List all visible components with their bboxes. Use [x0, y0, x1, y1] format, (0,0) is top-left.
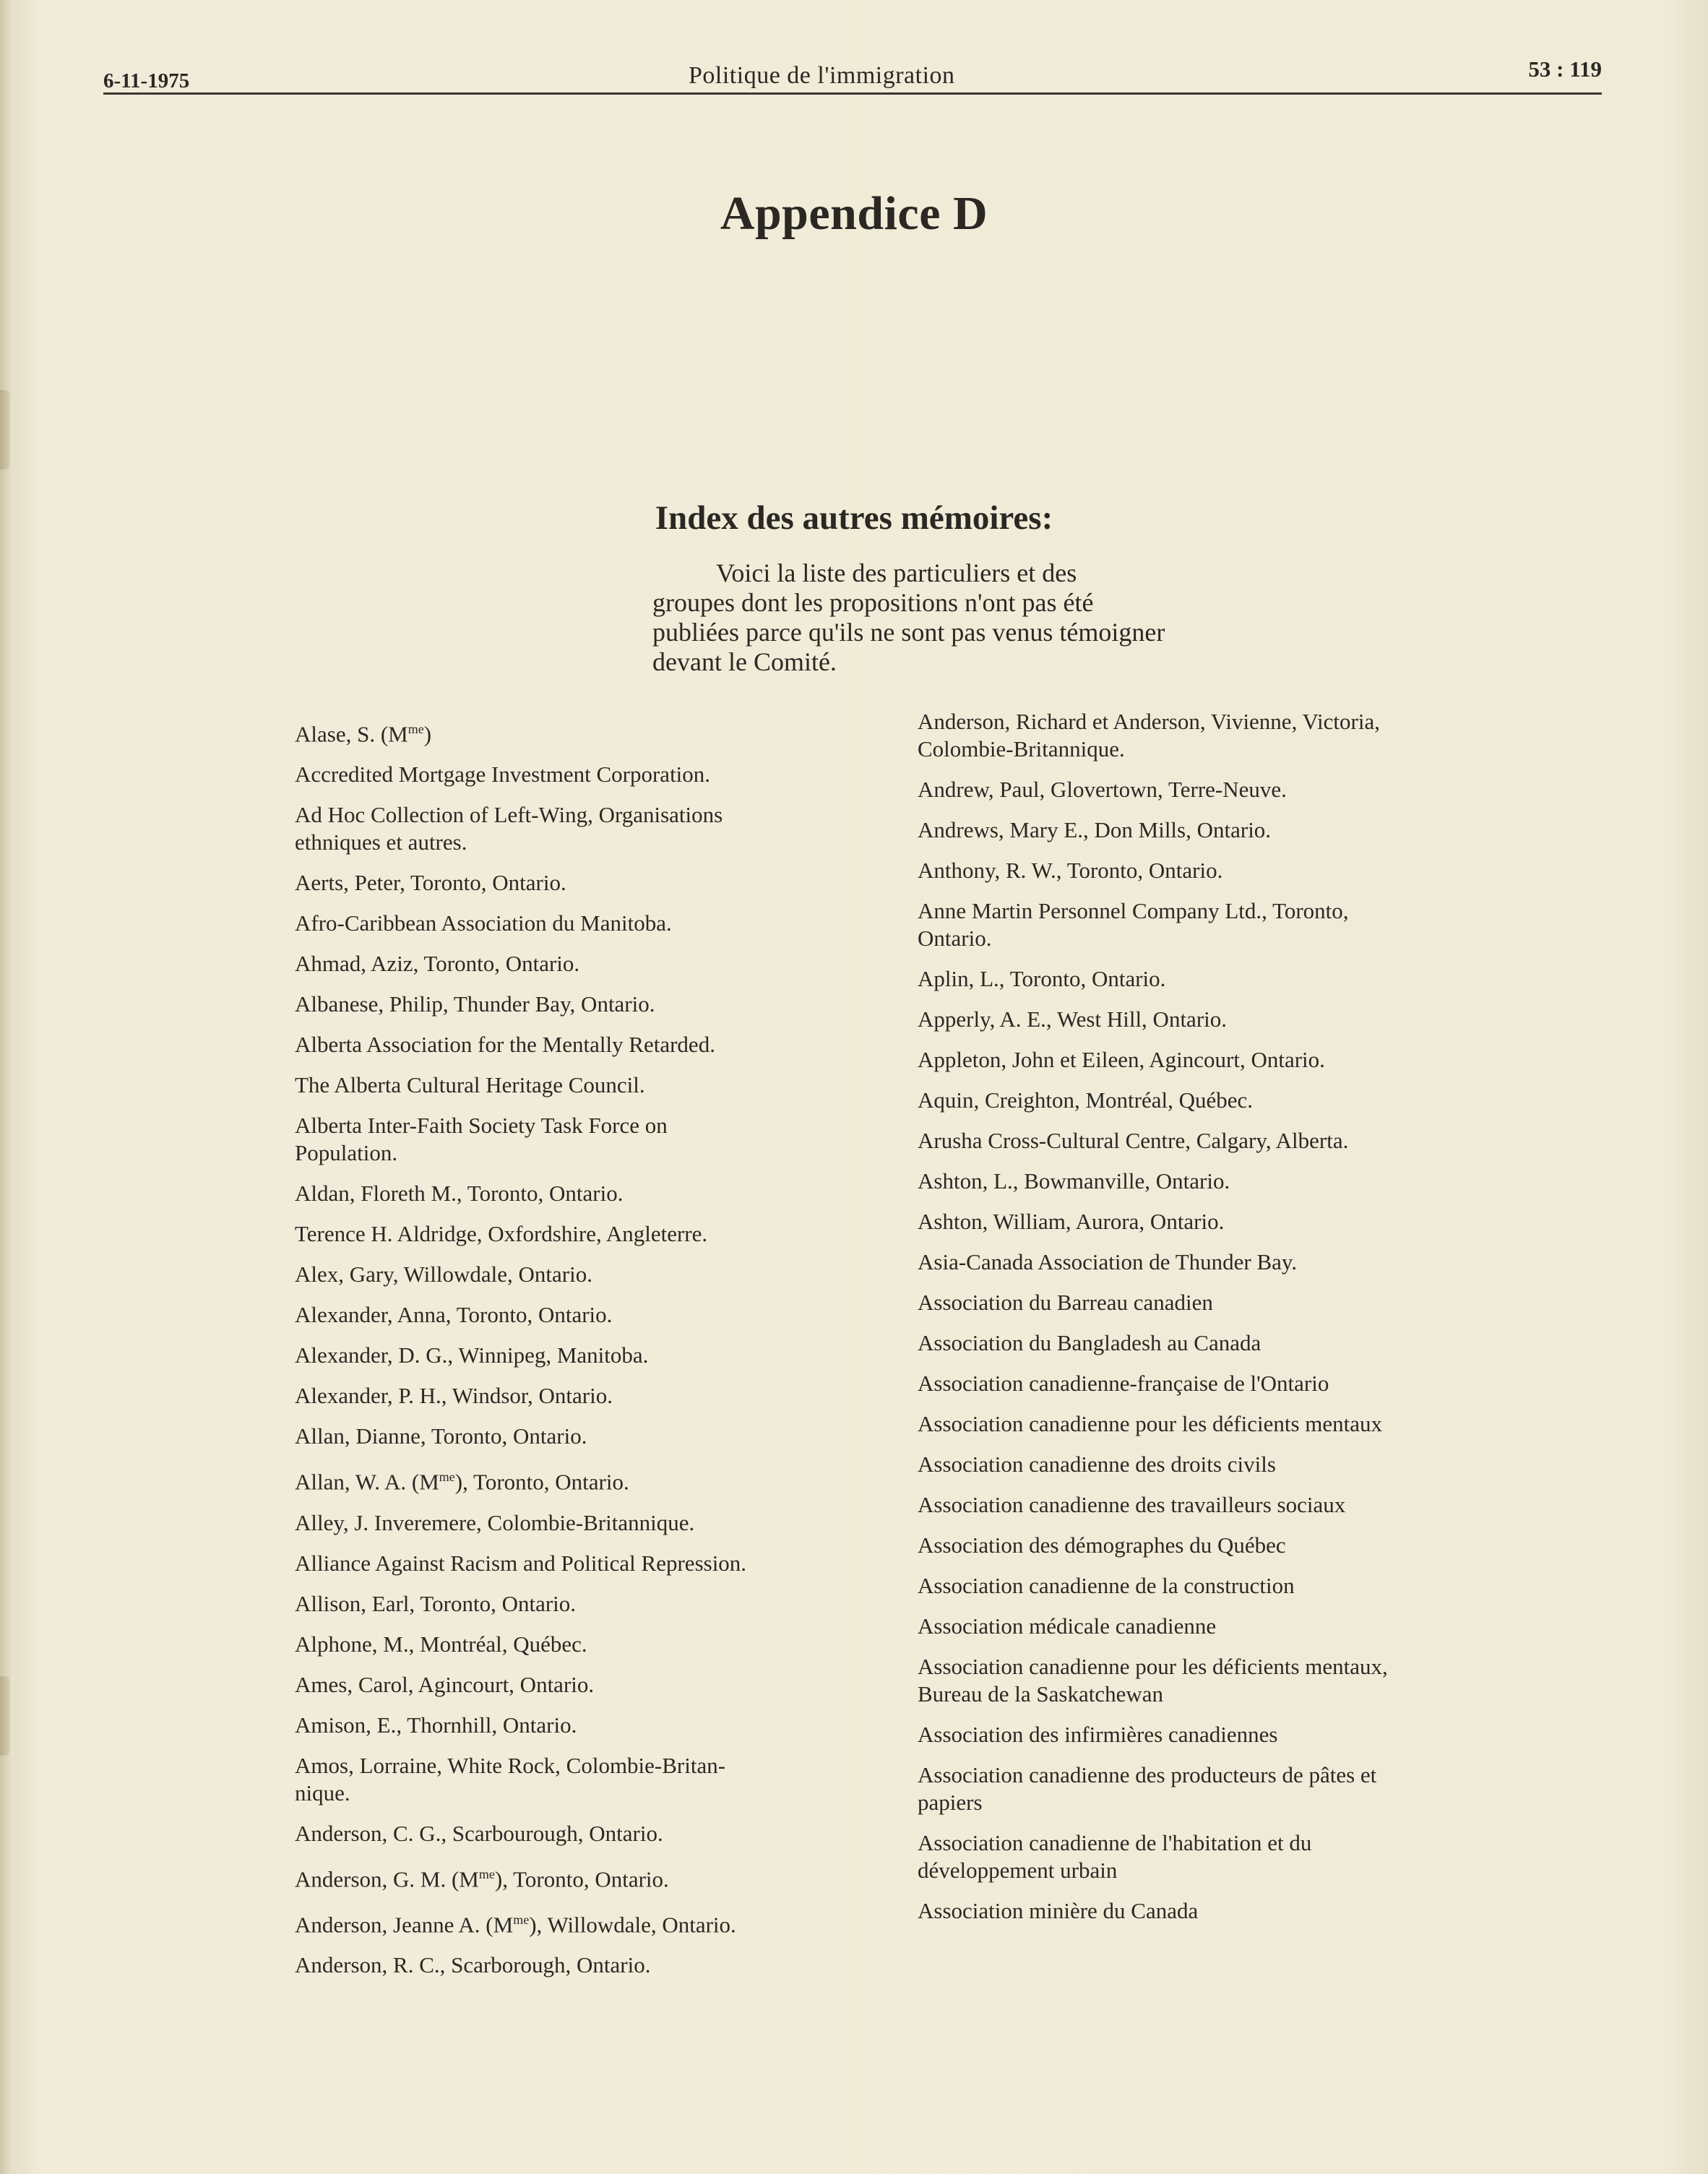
- entry-text: Ahmad, Aziz, Toronto, Ontario.: [295, 951, 580, 977]
- intro-line: devant le Comité.: [652, 647, 837, 676]
- entry-text: Aplin, L., Toronto, Ontario.: [918, 966, 1166, 991]
- index-entry: [918, 1897, 1568, 1925]
- entry-text: Aerts, Peter, Toronto, Ontario.: [295, 870, 566, 896]
- index-entry: [295, 1752, 945, 1807]
- intro-line: Voici la liste des particuliers et des: [716, 558, 1077, 587]
- entry-text: Alexander, P. H., Windsor, Ontario.: [295, 1383, 613, 1409]
- index-entry: [295, 1590, 945, 1618]
- header-date: 6-11-1975: [103, 69, 190, 92]
- index-entry: [295, 761, 945, 788]
- index-entry: [918, 1613, 1568, 1640]
- entry-text: Appleton, John et Eileen, Agincourt, Ontario.: [918, 1047, 1325, 1072]
- index-entry: [295, 1342, 945, 1369]
- entry-text: Andrew, Paul, Glovertown, Terre-Neuve.: [918, 777, 1287, 802]
- entry-text: ), Toronto, Ontario.: [454, 1469, 629, 1495]
- intro-line: publiées parce qu'ils ne sont pas venus témoigner: [652, 618, 1165, 647]
- entry-text: Alphone, M., Montréal, Québec.: [295, 1631, 587, 1657]
- header-page-number: 53 : 119: [1528, 56, 1602, 82]
- entry-text: Amos, Lorraine, White Rock, Colombie-Britan-: [295, 1752, 726, 1778]
- index-entry: [918, 857, 1568, 884]
- entry-text: Bureau de la Saskatchewan: [918, 1681, 1164, 1707]
- index-entry: [295, 991, 945, 1018]
- index-entry: [918, 816, 1568, 844]
- index-entry: [918, 1761, 1568, 1816]
- entry-text: Association canadienne des travailleurs sociaux: [918, 1492, 1346, 1517]
- entry-text: Alase, S. (M: [295, 721, 408, 747]
- intro-line: groupes dont les propositions n'ont pas été: [652, 588, 1094, 617]
- left-column: [295, 715, 945, 1992]
- index-entry: [295, 1631, 945, 1658]
- entry-text: Alley, J. Inveremere, Colombie-Britannique.: [295, 1509, 695, 1535]
- index-entry: [295, 1860, 945, 1893]
- entry-text: Allan, W. A. (M: [295, 1469, 439, 1495]
- index-entry: [295, 869, 945, 897]
- index-entry: [295, 1712, 945, 1739]
- index-entry: [918, 965, 1568, 993]
- index-entry: [295, 910, 945, 937]
- entry-text: Association des infirmières canadiennes: [918, 1722, 1278, 1747]
- entry-text: Afro-Caribbean Association du Manitoba.: [295, 910, 672, 936]
- entry-text: Asia-Canada Association de Thunder Bay.: [918, 1249, 1298, 1274]
- entry-text: ): [423, 721, 432, 747]
- entry-text: Ad Hoc Collection of Left-Wing, Organisations: [295, 802, 723, 828]
- entry-text: Association canadienne-française de l'Ontario: [918, 1371, 1329, 1396]
- entry-text: Population.: [295, 1140, 398, 1166]
- index-entry: [295, 1031, 945, 1058]
- index-entry: [918, 1087, 1568, 1114]
- entry-superscript: me: [439, 1470, 455, 1485]
- index-entry: [918, 1046, 1568, 1074]
- right-column: [918, 708, 1568, 1938]
- entry-text: Anderson, Jeanne A. (M: [295, 1912, 514, 1938]
- index-entry: [918, 1451, 1568, 1478]
- index-entry: [918, 1006, 1568, 1033]
- entry-text: papiers: [918, 1790, 983, 1815]
- entry-text: Apperly, A. E., West Hill, Ontario.: [918, 1006, 1228, 1032]
- index-entry: [918, 1572, 1568, 1600]
- entry-text: Anthony, R. W., Toronto, Ontario.: [918, 858, 1223, 883]
- entry-text: Anderson, R. C., Scarborough, Ontario.: [295, 1952, 651, 1978]
- entry-text: ethniques et autres.: [295, 829, 467, 855]
- index-entry: [295, 1951, 945, 1979]
- entry-text: Alliance Against Racism and Political Repression.: [295, 1550, 747, 1576]
- index-entry: [918, 897, 1568, 952]
- entry-text: Association médicale canadienne: [918, 1613, 1217, 1639]
- index-entry: [918, 1289, 1568, 1316]
- index-entry: [295, 1423, 945, 1450]
- index-entry: [295, 1463, 945, 1496]
- entry-text: Accredited Mortgage Investment Corporation.: [295, 762, 711, 788]
- index-entry: [295, 1550, 945, 1577]
- entry-superscript: me: [407, 722, 424, 736]
- entry-text: Albanese, Philip, Thunder Bay, Ontario.: [295, 991, 655, 1017]
- entry-text: Alexander, Anna, Toronto, Ontario.: [295, 1302, 613, 1328]
- entry-text: Association canadienne des droits civils: [918, 1452, 1276, 1477]
- entry-text: Association du Barreau canadien: [918, 1290, 1213, 1315]
- entry-text: Amison, E., Thornhill, Ontario.: [295, 1712, 577, 1738]
- entry-text: Allison, Earl, Toronto, Ontario.: [295, 1590, 577, 1616]
- entry-text: ), Willowdale, Ontario.: [529, 1912, 736, 1938]
- index-entry: [918, 1532, 1568, 1559]
- entry-text: Alberta Inter-Faith Society Task Force on: [295, 1113, 668, 1139]
- entry-text: Anderson, G. M. (M: [295, 1865, 479, 1892]
- entry-text: Aquin, Creighton, Montréal, Québec.: [918, 1087, 1254, 1113]
- index-entry: [295, 1071, 945, 1099]
- entry-text: Anne Martin Personnel Company Ltd., Toronto,: [918, 898, 1349, 923]
- index-entry: [295, 715, 945, 748]
- entry-text: Andrews, Mary E., Don Mills, Ontario.: [918, 817, 1272, 842]
- index-entry: [918, 1370, 1568, 1397]
- index-entry: [295, 950, 945, 978]
- index-entry: [918, 776, 1568, 803]
- entry-text: The Alberta Cultural Heritage Council.: [295, 1072, 645, 1098]
- entry-text: nique.: [295, 1780, 350, 1806]
- entry-text: Association canadienne pour les déficients mentaux: [918, 1411, 1383, 1436]
- header-title: Politique de l'immigration: [689, 62, 955, 89]
- entry-text: Association canadienne des producteurs de pâtes et: [918, 1762, 1377, 1787]
- entry-superscript: me: [478, 1866, 495, 1881]
- entry-text: Terence H. Aldridge, Oxfordshire, Angleterre.: [295, 1221, 708, 1247]
- entry-text: Association canadienne de la construction: [918, 1573, 1295, 1598]
- entry-text: Association des démographes du Québec: [918, 1532, 1286, 1558]
- entry-text: Association canadienne pour les déficients mentaux,: [918, 1654, 1388, 1679]
- index-entry: [918, 1410, 1568, 1438]
- index-entry: [918, 1248, 1568, 1276]
- entry-text: Association du Bangladesh au Canada: [918, 1330, 1261, 1355]
- entry-text: Aldan, Floreth M., Toronto, Ontario.: [295, 1181, 624, 1207]
- index-entry: [918, 1721, 1568, 1748]
- binding-hole: [0, 1676, 10, 1756]
- entry-text: Colombie-Britannique.: [918, 736, 1125, 762]
- entry-text: Ashton, L., Bowmanville, Ontario.: [918, 1168, 1230, 1194]
- entry-text: Association canadienne de l'habitation et du: [918, 1830, 1312, 1855]
- entry-text: Alex, Gary, Willowdale, Ontario.: [295, 1261, 592, 1287]
- entry-text: Alberta Association for the Mentally Retarded.: [295, 1032, 715, 1058]
- page-header: [103, 56, 1602, 95]
- index-entry: [295, 1261, 945, 1288]
- entry-text: développement urbain: [918, 1858, 1118, 1883]
- index-entry: [295, 1820, 945, 1847]
- binding-edge: [0, 0, 13, 2174]
- entry-text: Anderson, C. G., Scarbourough, Ontario.: [295, 1820, 663, 1846]
- index-entry: [918, 1829, 1568, 1884]
- entry-text: ), Toronto, Ontario.: [494, 1865, 669, 1892]
- index-entry: [918, 1491, 1568, 1519]
- index-entry: [295, 1671, 945, 1699]
- entry-text: Arusha Cross-Cultural Centre, Calgary, Alberta.: [918, 1128, 1349, 1153]
- index-entry: [295, 1180, 945, 1207]
- index-entry: [918, 708, 1568, 763]
- index-entry: [295, 1509, 945, 1537]
- index-entry: [295, 1906, 945, 1938]
- index-entry: [918, 1653, 1568, 1708]
- entry-text: Allan, Dianne, Toronto, Ontario.: [295, 1423, 587, 1449]
- entry-text: Ames, Carol, Agincourt, Ontario.: [295, 1671, 595, 1697]
- binding-hole: [0, 390, 10, 470]
- entry-text: Anderson, Richard et Anderson, Vivienne, Victoria,: [918, 709, 1380, 734]
- appendix-title: Appendice D: [720, 187, 988, 240]
- entry-text: Alexander, D. G., Winnipeg, Manitoba.: [295, 1342, 649, 1368]
- index-entry: [295, 1220, 945, 1248]
- entry-text: Ashton, William, Aurora, Ontario.: [918, 1209, 1225, 1234]
- index-entry: [918, 1168, 1568, 1195]
- index-entry: [295, 1301, 945, 1329]
- index-heading: Index des autres mémoires:: [655, 499, 1053, 537]
- index-entry: [295, 1112, 945, 1167]
- index-entry: [295, 801, 945, 856]
- entry-superscript: me: [513, 1912, 530, 1927]
- index-entry: [918, 1208, 1568, 1235]
- entry-text: Ontario.: [918, 926, 992, 951]
- entry-text: Association minière du Canada: [918, 1898, 1199, 1923]
- intro-paragraph: [652, 558, 1303, 677]
- index-entry: [918, 1329, 1568, 1357]
- index-entry: [295, 1382, 945, 1410]
- index-entry: [918, 1127, 1568, 1155]
